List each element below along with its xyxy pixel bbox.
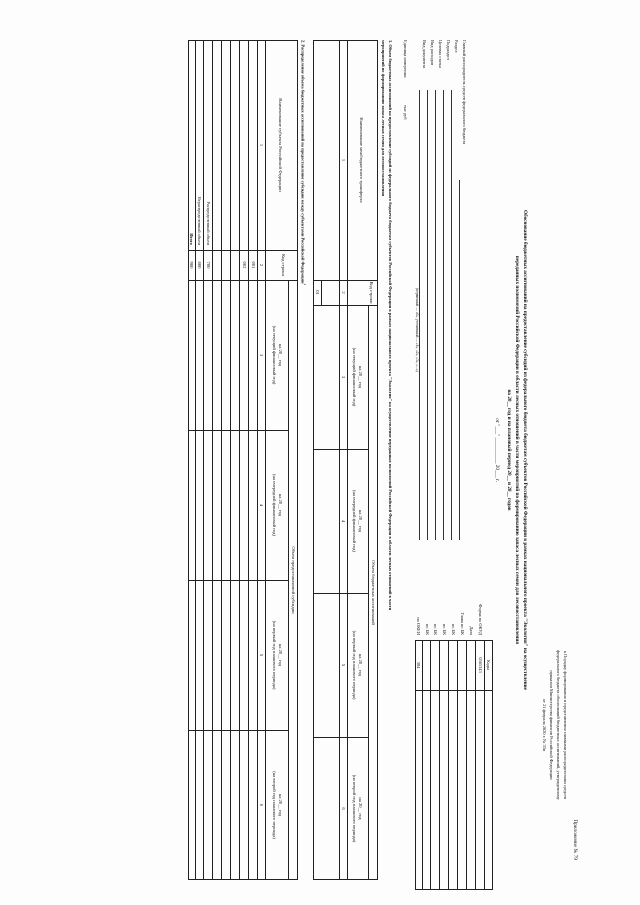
field-razdel-label: Раздел <box>454 40 459 53</box>
field-doc-label: Вид документа <box>422 40 427 69</box>
s1-col-number: 4 <box>341 519 346 523</box>
s2-header-y4-sub: (на второй год планового периода) <box>272 771 277 839</box>
s2-header-y4: на 20__ год <box>278 793 283 817</box>
s1-total-code: 01 <box>315 290 320 295</box>
s2-header-y2-sub: (на очередной финансовый год) <box>272 473 277 537</box>
okei-label: по ОКЕИ <box>416 617 421 635</box>
s1-header-y1: на 20__ год <box>358 365 363 389</box>
doc-type-hint: (первичный — «0», уточненный — «1», «2», «3», «...») <box>415 288 419 372</box>
s1-header-y2: на 20__ год <box>358 509 363 533</box>
s2-col-number: 2 <box>259 263 264 267</box>
s2-row-code: 002 <box>242 261 247 269</box>
s2-total-label: Нераспределенный объем <box>197 196 202 245</box>
date-line: от "___" __________ 20___ г. <box>494 418 500 482</box>
s2-col-number: 3 <box>259 353 264 357</box>
field-gras-line[interactable] <box>459 180 460 540</box>
codes-row-label: по БК <box>433 623 438 635</box>
section2-footnote-mark: 1 <box>303 283 307 286</box>
section2-title: 2. Распределение объема бюджетных ассигнований на предоставление субсидии между субъектами Российской Федерации$^1$ <box>300 40 307 286</box>
codes-row-label: по БК <box>425 623 430 635</box>
s2-col-number: 4 <box>259 503 264 507</box>
s2-total-label: Распределенный объем <box>206 201 211 245</box>
s2-header-y2: на 20__ год <box>278 493 283 517</box>
s1-col-number: 6 <box>341 807 346 810</box>
s2-header-y1: на 20__ год <box>278 343 283 367</box>
s1-header-y1-sub: (на текущий финансовый год) <box>352 347 357 407</box>
s2-header-y3: на 20__ год <box>278 643 283 667</box>
field-podrazdel-line[interactable] <box>443 90 444 540</box>
field-razdel-line[interactable] <box>451 90 452 540</box>
unit-value: тыс руб <box>403 105 408 120</box>
codes-row-label: по БК <box>442 623 447 635</box>
s1-header-group: Объем бюджетных ассигнований <box>371 560 376 625</box>
s2-total-code: 700 <box>206 261 211 269</box>
appendix-line-4: от 21 февраля 2020 г. № 33н <box>542 698 547 752</box>
section1-title: 1. Объем бюджетных ассигнований на предоставление субсидий из федерального бюджета бюджетам субъектов Российской Федерации в рамках национального проекта "Экология" на осуществление переданных полномочий Российской Федерации в области лесных отношений в части <box>388 40 393 611</box>
s2-header-y1-sub: (на текущий финансовый год) <box>272 325 277 385</box>
s2-col-number: 6 <box>259 803 264 807</box>
codes-header: Коды <box>486 660 491 670</box>
field-vr-line[interactable] <box>427 90 428 540</box>
s2-header-y3-sub: (на первый год планового периода) <box>272 620 277 690</box>
s1-header-y3-sub: (на первый год планового периода) <box>352 630 357 700</box>
field-vr-label: Вид расходов <box>430 40 435 66</box>
s2-total-code: 900 <box>189 261 194 269</box>
codes-row-label: по БК <box>451 623 456 635</box>
s1-header-y2-sub: (на очередной финансовый год) <box>352 489 357 553</box>
s2-total-code: 800 <box>197 261 202 269</box>
appendix-line-1: к Порядку формирования и представления главными распорядителями средств <box>563 650 568 800</box>
rotated-form-sheet <box>38 30 588 890</box>
field-cs-line[interactable] <box>435 90 436 540</box>
s2-row-code: 001 <box>251 261 256 269</box>
appendix-line-3: приказом Министерства финансов Российской Федерации <box>549 670 554 780</box>
s2-header-code: Код строки <box>281 254 286 276</box>
s1-col-number: 2 <box>341 291 346 294</box>
s2-col-number: 1 <box>259 143 264 147</box>
s1-header-y3: на 20__ год <box>358 653 363 677</box>
section1-title-cont: мероприятий по формированию запаса лесных семян для лесовосстановления <box>381 40 386 197</box>
field-doc-line[interactable] <box>419 90 420 540</box>
field-gras-label: Главный распорядитель средств федерального бюджета <box>462 40 467 145</box>
s1-col-number: 3 <box>341 375 346 379</box>
codes-row-label: Дата <box>469 626 474 635</box>
s2-col-number: 5 <box>259 653 264 657</box>
s1-col-number: 1 <box>341 158 346 162</box>
field-cs-label: Целевая статья <box>438 40 443 69</box>
unit-label: Единица измерения: <box>403 40 408 79</box>
appendix-title: Приложение № 79 <box>572 819 578 860</box>
s1-header-name: Наименование межбюджетного трансферта <box>359 117 364 203</box>
document-title-line-1: Обоснование бюджетных ассигнований на предоставление субсидий из федерального бюджета бюджетам субъектов Российской Федерации в рамках национального проекта "Экология" на осуществление <box>522 210 528 690</box>
field-podrazdel-label: Подраздел <box>446 40 451 60</box>
appendix-line-2: федерального бюджета обоснований бюджетных ассигнований, утвержденному <box>556 650 561 800</box>
s1-col-number: 5 <box>341 663 346 667</box>
okei-value: 384 <box>416 661 421 669</box>
s2-header-name: Наименование субъекта Российской Федерации <box>278 98 283 192</box>
s2-total-label: Итого <box>189 233 194 245</box>
codes-row-label: Глава по БК <box>460 612 465 635</box>
document-title-line-3: на 20__ год и на плановый период 20__ и 20__ годов <box>506 389 512 511</box>
okud-label: Форма по ОКУД <box>478 604 483 635</box>
s2-header-group: Объем предоставляемой субсидии <box>291 546 296 614</box>
s1-header-code: Код строки <box>369 281 374 304</box>
document-title-line-2: переданных полномочий Российской Федерации в области лесных отношений в части мероприятий по формированию запаса лесных семян для лесовосстановления <box>514 255 520 645</box>
s1-header-y4: на 20__ год <box>358 797 363 820</box>
okud-value: 0505343 <box>478 657 483 673</box>
s1-header-y4-sub: (на второй год планового периода) <box>352 774 357 843</box>
